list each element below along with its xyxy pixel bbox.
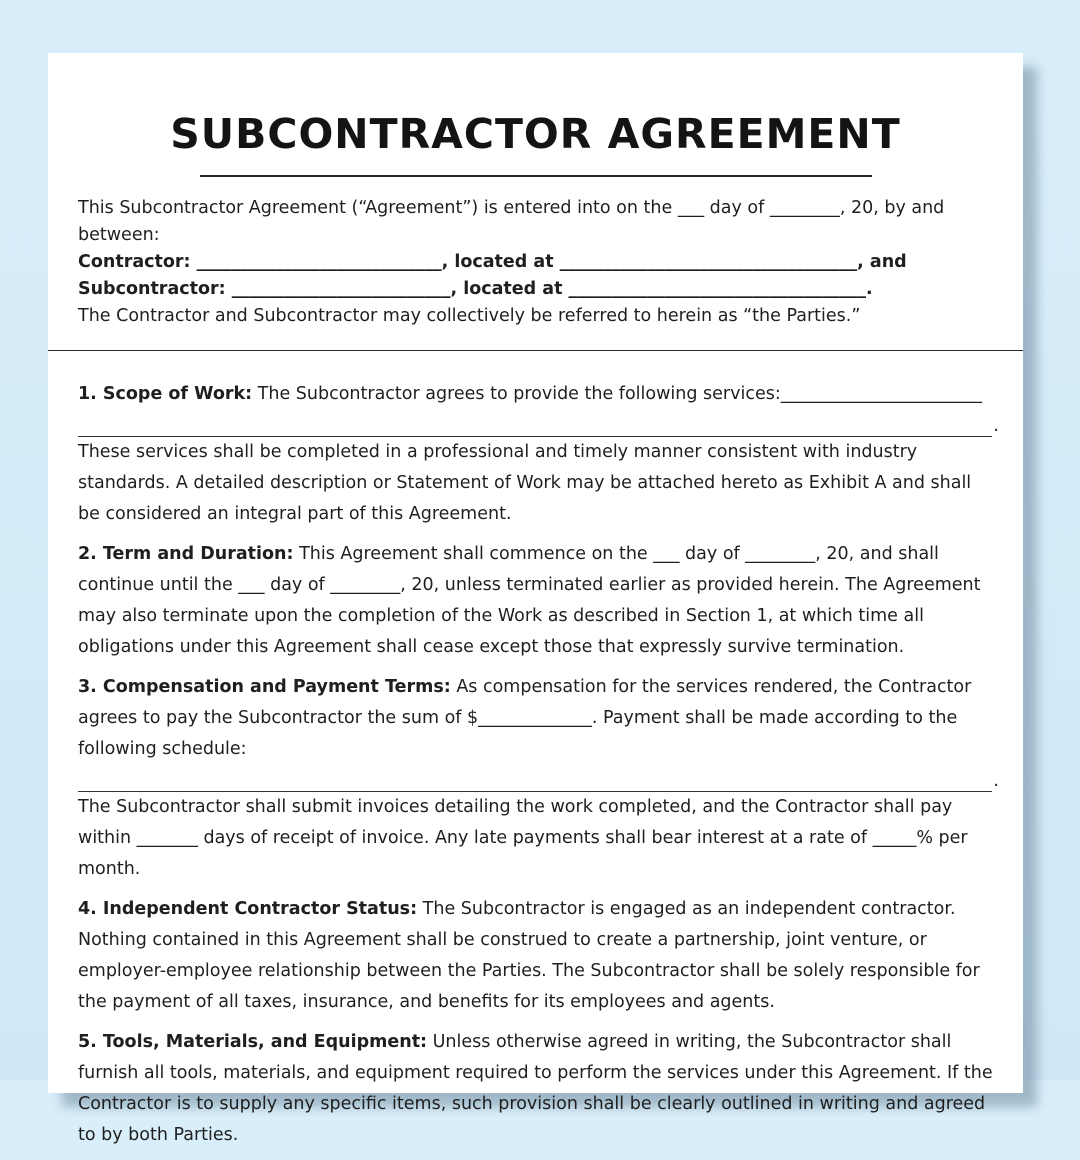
clause-independent-contractor <box>78 894 998 1018</box>
clause-scope-of-work <box>78 379 998 530</box>
clauses-section <box>78 379 998 1160</box>
blank-fill-line <box>78 410 992 437</box>
section-divider <box>48 350 1023 351</box>
clause-text: The Subcontractor shall submit invoices detailing the work completed, and the Contractor shall pay within _______ days of receipt of invoice. Any late payments shall bear interest at a rate of _____% per month. <box>78 797 968 879</box>
title-underline <box>200 175 872 177</box>
parties-line: The Contractor and Subcontractor may collectively be referred to herein as “the Parties.” <box>78 306 861 326</box>
clause-text: Unless otherwise agreed in writing, the Subcontractor shall furnish all tools, materials, and equipment required to perform the services under this Agreement. If the Contractor is to supply any specific items, such provision shall be clearly outlined in writing and agreed to by both Parties. <box>78 1032 993 1145</box>
clause-heading: 2. Term and Duration: <box>78 544 294 564</box>
clause-compensation <box>78 672 998 885</box>
clause-text: As compensation for the services rendered, the Contractor agrees to pay the Subcontractor the sum of $_____________. Payment shall be made according to the following schedule: <box>78 677 972 759</box>
intro-section <box>78 195 983 330</box>
document-page <box>48 53 1023 1145</box>
subcontractor-line: Subcontractor: _________________________, located at __________________________________. <box>78 279 873 299</box>
document-title: SUBCONTRACTOR AGREEMENT <box>170 110 901 158</box>
clause-text: The Subcontractor is engaged as an independent contractor. Nothing contained in this Agreement shall be construed to create a partnership, joint venture, or employer-employee relationship between the Parties. The Subcontractor shall be solely responsible for the payment of all taxes, insurance, and benefits for its employees and agents. <box>78 899 980 1012</box>
clause-term-duration <box>78 539 998 663</box>
contractor-line: Contractor: ____________________________, located at __________________________________, and <box>78 252 907 272</box>
clause-heading: 4. Independent Contractor Status: <box>78 899 418 919</box>
clause-text: These services shall be completed in a professional and timely manner consistent with industry standards. A detailed description or Statement of Work may be attached hereto as Exhibit A and shall be considered an integral part of this Agreement. <box>78 442 972 524</box>
blank-fill-line <box>78 765 992 792</box>
clause-text: The Subcontractor agrees to provide the following services:_______________________ <box>252 384 982 404</box>
clause-text: This Agreement shall commence on the ___ day of ________, 20, and shall continue until the ___ day of ________, 20, unless terminated earlier as provided herein. The Agreement may also terminate upon the completion of the Work as described in Section 1, at which time all obligations under this Agreement shall cease except those that expressly survive termination. <box>78 544 981 657</box>
clause-heading: 1. Scope of Work: <box>78 384 253 404</box>
clause-heading: 3. Compensation and Payment Terms: <box>78 677 451 697</box>
clause-tools-materials <box>78 1027 998 1151</box>
clause-heading: 5. Tools, Materials, and Equipment: <box>78 1032 428 1052</box>
intro-line: This Subcontractor Agreement (“Agreement”) is entered into on the ___ day of ________, 20, by and between: <box>78 198 945 245</box>
